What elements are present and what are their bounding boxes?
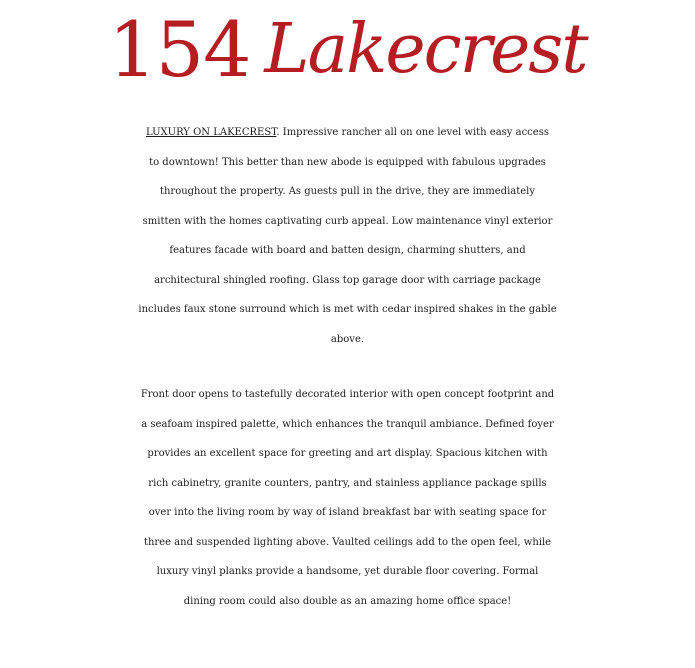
paragraph-line (0, 118, 695, 148)
line-text: . Impressive rancher all on one level with easy access (276, 127, 549, 138)
paragraph-line: above. (330, 333, 365, 345)
paragraph-line: dining room could also double as an amazing home office space! (183, 595, 512, 607)
paragraph-line: luxury vinyl planks provide a handsome, yet durable floor covering. Formal (156, 566, 539, 577)
paragraph-line: features facade with board and batten design, charming shutters, and (169, 245, 526, 256)
page-title (0, 0, 695, 100)
paragraph-line: to downtown! This better than new abode is equipped with fabulous upgrades (149, 156, 546, 168)
paragraph-line: three and suspended lighting above. Vaulted ceilings add to the open feel, while (143, 536, 552, 548)
lead-heading: LUXURY ON LAKECREST (146, 127, 277, 138)
paragraph-line: includes faux stone surround which is met with cedar inspired shakes in the gable (138, 304, 557, 315)
paragraph-line: a seafoam inspired palette, which enhances the tranquil ambiance. Defined foyer (141, 418, 554, 430)
paragraph-line: over into the living room by way of island breakfast bar with seating space for (148, 507, 547, 518)
paragraph-line: throughout the property. As guests pull in the drive, they are immediately (159, 186, 536, 197)
paragraph-line: smitten with the homes captivating curb appeal. Low maintenance vinyl exterior (142, 215, 553, 227)
paragraph-line: architectural shingled roofing. Glass top garage door with carriage package (154, 274, 541, 286)
paragraph-line: provides an excellent space for greeting and art display. Spacious kitchen with (147, 448, 548, 459)
description-paragraph-1 (0, 118, 695, 354)
paragraph-line: rich cabinetry, granite counters, pantry, and stainless appliance package spills (148, 477, 547, 489)
title-name: Lakecrest (264, 10, 587, 89)
description-paragraph-2 (0, 380, 695, 616)
paragraph-line: Front door opens to tastefully decorated interior with open concept footprint and (140, 389, 555, 400)
title-number: 154 (108, 5, 251, 94)
